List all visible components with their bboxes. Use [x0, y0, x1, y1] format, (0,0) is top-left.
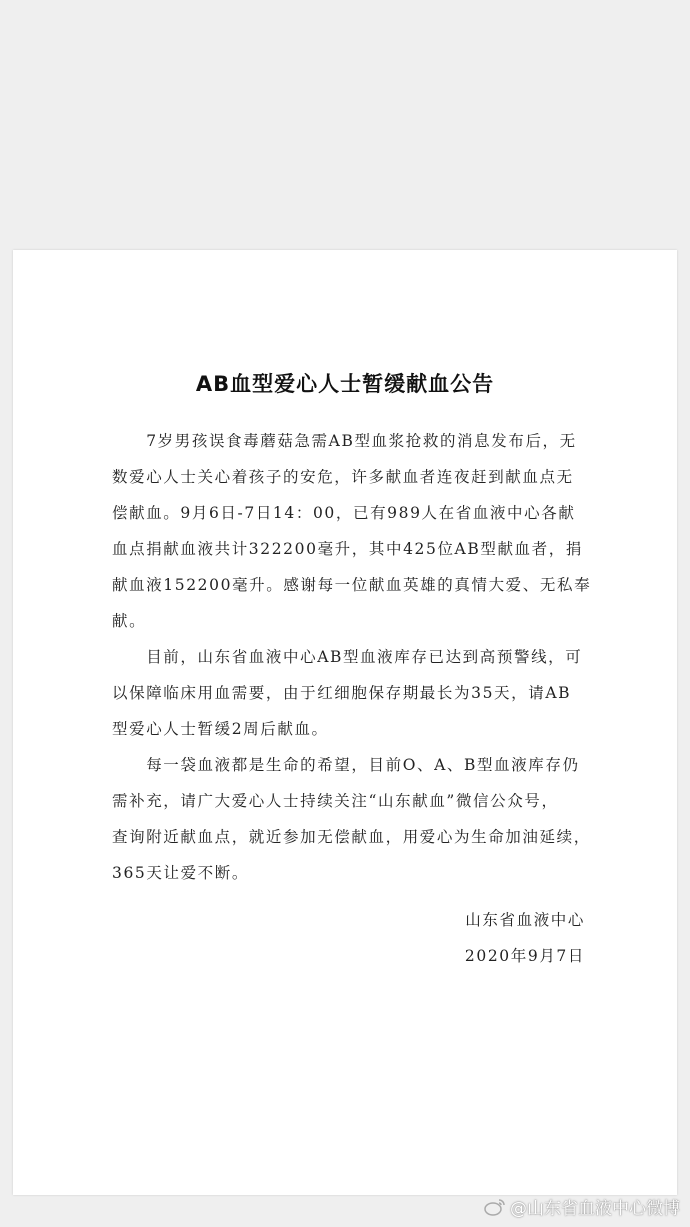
paragraph-line: 365天让爱不断。: [112, 864, 249, 882]
document-body: [112, 423, 594, 891]
paragraph-line: 献。: [112, 612, 147, 630]
weibo-icon: [484, 1198, 506, 1216]
paragraph-line: 目前，山东省血液中心AB型血液库存已达到高预警线，可: [112, 648, 583, 666]
paragraph: [112, 747, 594, 891]
document-page: [13, 250, 677, 1195]
document-title: AB血型爱心人士暂缓献血公告: [195, 372, 495, 396]
paragraph-line: 需补充，请广大爱心人士持续关注“山东献血”微信公众号，: [112, 792, 559, 810]
weibo-watermark: [484, 1194, 680, 1219]
paragraph-line: 7岁男孩误食毒蘑菇急需AB型血浆抢救的消息发布后，无: [112, 432, 577, 450]
paragraph-line: 查询附近献血点，就近参加无偿献血，用爱心为生命加油延续，: [112, 828, 591, 846]
watermark-text: @山东省血液中心微博: [510, 1199, 680, 1219]
paragraph-line: 数爱心人士关心着孩子的安危，许多献血者连夜赶到献血点无: [112, 468, 574, 486]
paragraph-line: 献血液152200毫升。感谢每一位献血英雄的真情大爱、无私奉: [112, 576, 592, 594]
signature: 山东省血液中心: [465, 911, 585, 929]
paragraph: [112, 639, 594, 747]
paragraph: [112, 423, 594, 639]
paragraph-line: 型爱心人士暂缓2周后献血。: [112, 720, 329, 738]
paragraph-line: 以保障临床用血需要，由于红细胞保存期最长为35天，请AB: [112, 684, 572, 702]
paragraph-line: 每一袋血液都是生命的希望，目前O、A、B型血液库存仍: [112, 756, 580, 774]
paragraph-line: 血点捐献血液共计322200毫升，其中425位AB型献血者，捐: [112, 540, 583, 558]
paragraph-line: 偿献血。9月6日-7日14：00，已有989人在省血液中心各献: [112, 504, 576, 522]
date: 2020年9月7日: [464, 947, 585, 965]
